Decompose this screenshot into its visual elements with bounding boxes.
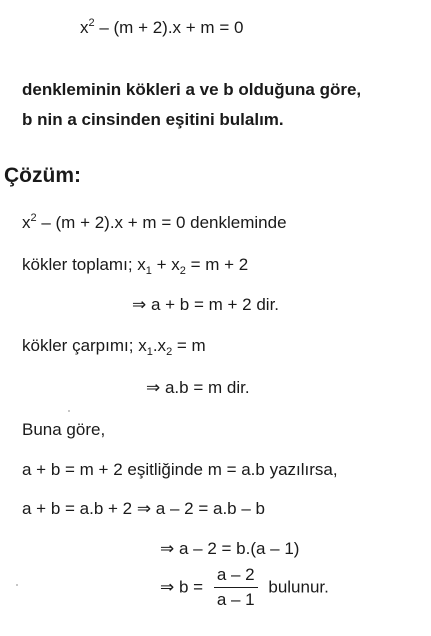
solution-equation-line <box>22 213 287 233</box>
sol-eq-exponent: 2 <box>30 212 37 224</box>
sum-label: kökler toplamı; x <box>22 255 146 274</box>
fraction <box>214 565 258 610</box>
problem-equation <box>80 18 243 38</box>
sum-sub-1: 1 <box>145 265 152 277</box>
scan-speck <box>68 410 70 412</box>
final-prefix: ⇒ b = <box>160 577 204 597</box>
eq-rest: – (m + 2).x + m = 0 <box>94 18 244 37</box>
sum-mid: + x <box>151 255 180 274</box>
problem-line-1: denkleminin kökleri a ve b olduğuna göre, <box>22 80 362 99</box>
eq-var: x <box>80 18 89 37</box>
roots-product-result: ⇒ a.b = m dir. <box>146 378 250 397</box>
step-1-line: a + b = a.b + 2 ⇒ a – 2 = a.b – b <box>22 499 265 518</box>
prod-sub-1: 1 <box>146 346 153 358</box>
sum-end: = m + 2 <box>185 255 249 274</box>
eq-exponent: 2 <box>88 17 95 29</box>
substitution-line: a + b = m + 2 eşitliğinde m = a.b yazılırsa, <box>22 460 338 479</box>
roots-sum-line <box>22 255 248 275</box>
sol-eq-var: x <box>22 213 31 232</box>
roots-product-line <box>22 336 206 356</box>
final-suffix: bulunur. <box>268 577 329 597</box>
fraction-denominator: a – 1 <box>216 590 255 609</box>
buna-gore-text: Buna göre, <box>22 420 106 439</box>
fraction-numerator: a – 2 <box>214 565 258 588</box>
sum-sub-2: 2 <box>179 265 186 277</box>
solution-heading: Çözüm: <box>4 164 81 187</box>
prod-sub-2: 2 <box>166 346 173 358</box>
prod-label: kökler çarpımı; x <box>22 336 147 355</box>
prod-end: = m <box>172 336 206 355</box>
final-result-line <box>160 565 329 610</box>
scan-speck <box>16 584 18 586</box>
sol-eq-rest: – (m + 2).x + m = 0 denkleminde <box>36 213 287 232</box>
step-2-line: ⇒ a – 2 = b.(a – 1) <box>160 539 300 558</box>
problem-line-2: b nin a cinsinden eşitini bulalım. <box>22 110 284 129</box>
prod-mid: .x <box>152 336 167 355</box>
roots-sum-result: ⇒ a + b = m + 2 dir. <box>132 295 280 314</box>
